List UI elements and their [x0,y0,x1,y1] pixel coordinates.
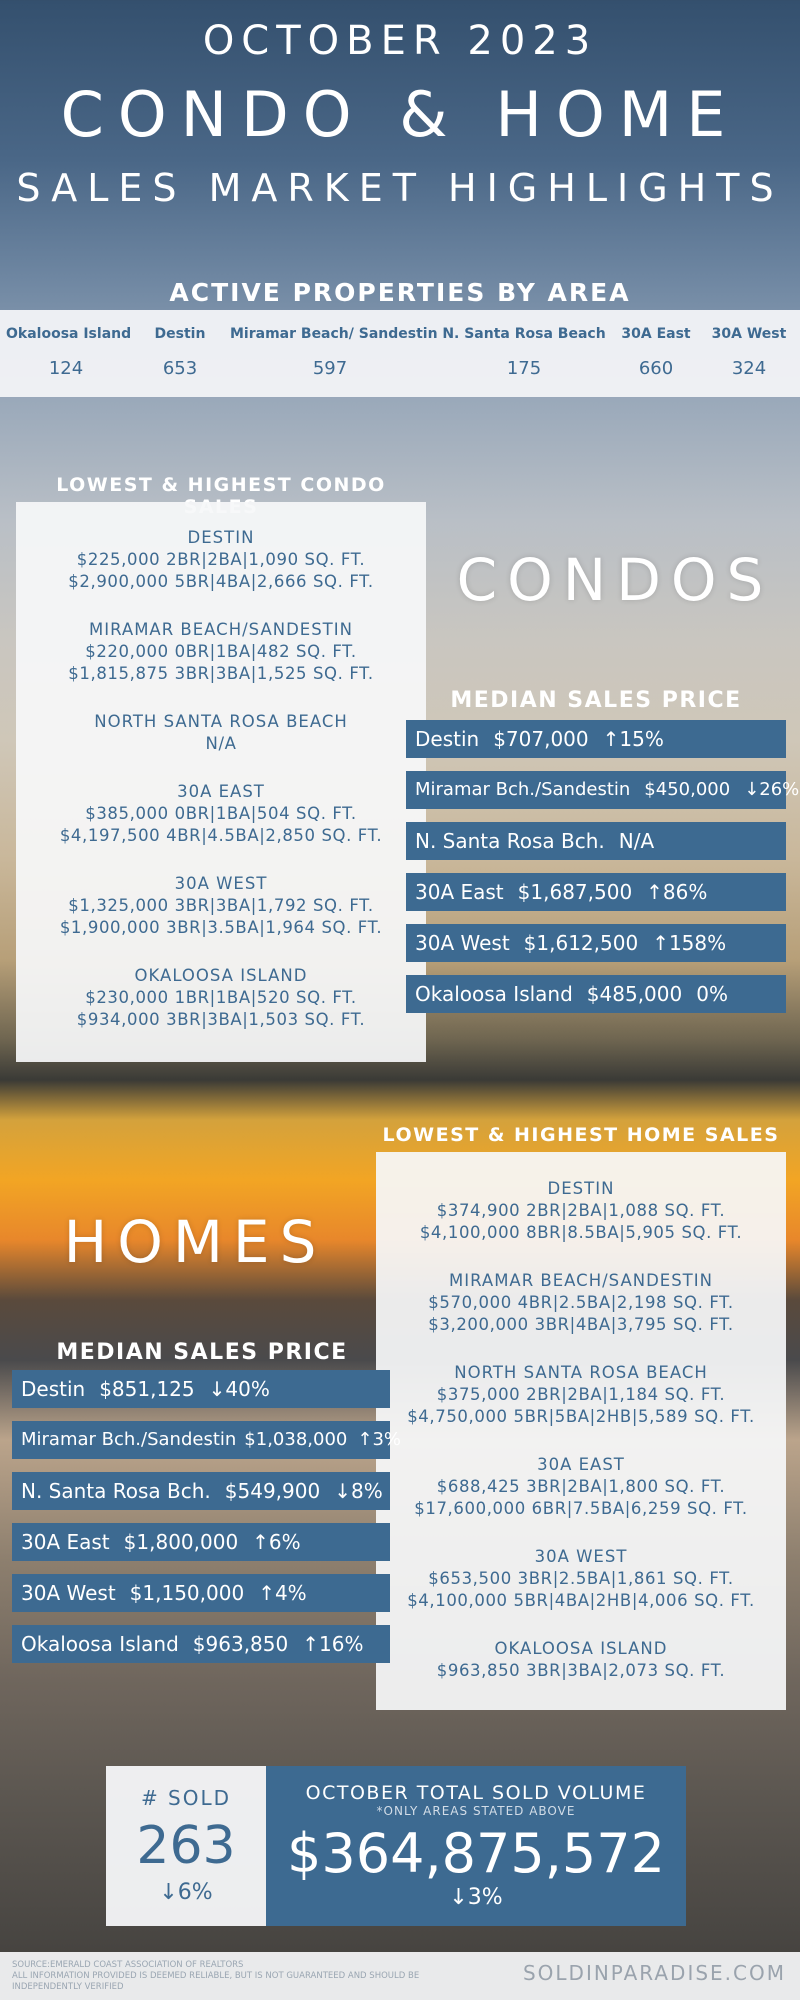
median-price: $450,000 [644,779,731,800]
sale-low: $225,000 2BR|2BA|1,090 SQ. FT. [76,550,366,569]
median-area: 30A East [415,880,504,904]
median-area: Destin [21,1377,86,1401]
median-price: $485,000 [586,982,683,1006]
homes-label: HOMES [63,1208,327,1276]
active-area-30a-east [616,326,696,379]
sale-low: $220,000 0BR|1BA|482 SQ. FT. [85,642,357,661]
condo-median-30a-east [406,873,786,911]
sale-area-name: MIRAMAR BEACH/SANDESTIN [89,620,353,639]
sale-high: $2,900,000 5BR|4BA|2,666 SQ. FT. [68,572,374,591]
median-price: $851,125 [99,1377,195,1401]
sold-count-label: # SOLD [140,1786,232,1810]
median-area: N. Santa Rosa Bch. [21,1479,211,1503]
condo-sales-heading: LOWEST & HIGHEST CONDO [56,474,386,496]
sale-high: $4,750,000 5BR|5BA|2HB|5,589 SQ. FT. [407,1407,755,1426]
home-sale-destin [376,1178,786,1244]
sale-area-name: OKALOOSA ISLAND [494,1639,668,1658]
median-change: ↓40% [208,1377,270,1401]
home-sales-panel [376,1152,786,1710]
sale-area-name: MIRAMAR BEACH/SANDESTIN [449,1271,713,1290]
median-area: N. Santa Rosa Bch. [415,829,605,853]
median-area: 30A West [415,931,510,955]
condo-sales-panel [16,502,426,1062]
sold-volume-box [266,1766,686,1926]
area-name: Okaloosa Island [6,326,132,342]
median-change: ↓8% [334,1479,383,1503]
sale-high: $4,100,000 5BR|4BA|2HB|4,006 SQ. FT. [407,1591,755,1610]
median-change: ↑86% [646,880,708,904]
sale-high: $4,100,000 8BR|8.5BA|5,905 SQ. FT. [419,1223,743,1242]
home-median-nsrb [12,1472,390,1510]
home-sale-okaloosa [376,1638,786,1682]
active-properties-heading: ACTIVE PROPERTIES BY AREA [169,278,631,307]
condo-median-okaloosa [406,975,786,1013]
home-sale-30a-west [376,1546,786,1612]
area-count: 324 [731,358,767,379]
website-link[interactable]: SOLDINPARADISE.COM [522,1961,786,1985]
sale-area-name: DESTIN [187,528,255,547]
median-area: Okaloosa Island [21,1632,179,1656]
home-median-okaloosa [12,1625,390,1663]
condo-sale-okaloosa [16,965,426,1031]
sale-high: $17,600,000 6BR|7.5BA|6,259 SQ. FT. [414,1499,748,1518]
sale-high: $934,000 3BR|3BA|1,503 SQ. FT. [76,1010,366,1029]
median-area: Okaloosa Island [415,982,573,1006]
footer [0,1952,800,2000]
area-count: 124 [48,358,84,379]
area-name: 30A West [711,326,787,342]
active-area-miramar [230,326,438,379]
median-area: Miramar Bch./Sandestin [21,1429,237,1450]
median-area: Miramar Bch./Sandestin [415,779,631,800]
median-price: $549,900 [224,1479,321,1503]
home-sales-heading: LOWEST & HIGHEST HOME SALES [382,1124,780,1146]
condo-sale-30a-west [16,873,426,939]
area-count: 597 [312,358,348,379]
condo-sale-miramar [16,619,426,685]
page-subtitle: SALES MARKET HIGHLIGHTS [16,166,784,210]
median-change: ↑3% [357,1429,401,1450]
area-count: 653 [162,358,198,379]
sale-low: $1,325,000 3BR|3BA|1,792 SQ. FT. [68,896,374,915]
condo-median-destin [406,720,786,758]
sale-low: $653,500 3BR|2.5BA|1,861 SQ. FT. [428,1569,734,1588]
home-median-30a-east [12,1523,390,1561]
active-area-okaloosa [6,326,132,379]
median-price: N/A [618,829,655,853]
sold-volume-value: $364,875,572 [287,1822,665,1885]
active-area-destin [140,326,220,379]
sale-area-name: OKALOOSA ISLAND [134,966,308,985]
condo-median-miramar [406,771,800,809]
sale-area-name: 30A EAST [537,1455,625,1474]
median-change: ↑15% [602,727,664,751]
source-text [12,1960,452,1993]
area-name: N. Santa Rosa Beach [442,326,606,342]
sale-area-name: 30A WEST [534,1547,628,1566]
source-line: SOURCE:EMERALD COAST ASSOCIATION OF REALTORS [12,1960,244,1970]
sale-na: N/A [205,734,237,753]
condo-sale-destin [16,527,426,593]
condo-sale-30a-east [16,781,426,847]
disclaimer-line: ALL INFORMATION PROVIDED IS DEEMED RELIABLE, BUT IS NOT GUARANTEED AND SHOULD BE INDEPENDENTLY VERIFIED [12,1971,420,1992]
median-change: ↑4% [258,1581,307,1605]
home-median-miramar [12,1421,401,1459]
sale-low: $375,000 2BR|2BA|1,184 SQ. FT. [436,1385,726,1404]
median-price: $963,850 [192,1632,289,1656]
sale-area-name: 30A WEST [174,874,268,893]
sold-volume-note: *ONLY AREAS STATED ABOVE [376,1804,576,1818]
sale-only: $963,850 3BR|3BA|2,073 SQ. FT. [436,1661,726,1680]
sale-area-name: NORTH SANTA ROSA BEACH [94,712,348,731]
condos-label: CONDOS [456,546,774,614]
condo-median-heading: MEDIAN SALES PRICE [450,688,742,713]
median-price: $1,800,000 [123,1530,239,1554]
median-price: $1,150,000 [129,1581,245,1605]
page-title: CONDO & HOME [60,78,740,151]
sold-count-value: 263 [136,1816,236,1876]
sale-area-name: 30A EAST [177,782,265,801]
condo-median-30a-west [406,924,786,962]
sale-low: $688,425 3BR|2BA|1,800 SQ. FT. [436,1477,726,1496]
sale-low: $374,900 2BR|2BA|1,088 SQ. FT. [436,1201,726,1220]
median-change: ↑16% [302,1632,364,1656]
active-properties-band [0,310,800,397]
area-name: Destin [154,326,206,342]
median-area: 30A West [21,1581,116,1605]
home-sale-nsrb [376,1362,786,1428]
sale-low: $230,000 1BR|1BA|520 SQ. FT. [85,988,357,1007]
area-name: 30A East [621,326,691,342]
sale-high: $3,200,000 3BR|4BA|3,795 SQ. FT. [428,1315,734,1334]
report-month: OCTOBER 2023 [202,18,598,64]
sold-volume-label: OCTOBER TOTAL SOLD VOLUME [305,1782,647,1804]
condo-sale-nsrb [16,711,426,755]
area-name: Miramar Beach/ Sandestin [230,326,438,342]
home-median-destin [12,1370,390,1408]
median-change: ↑158% [652,931,727,955]
sale-area-name: DESTIN [547,1179,615,1198]
median-price: $1,038,000 [244,1429,348,1450]
sale-low: $570,000 4BR|2.5BA|2,198 SQ. FT. [428,1293,734,1312]
home-median-30a-west [12,1574,390,1612]
sale-high: $4,197,500 4BR|4.5BA|2,850 SQ. FT. [59,826,383,845]
area-count: 175 [506,358,542,379]
sale-high: $1,815,875 3BR|3BA|1,525 SQ. FT. [68,664,374,683]
condo-median-nsrb [406,822,786,860]
median-area: 30A East [21,1530,110,1554]
median-change: ↑6% [252,1530,301,1554]
sale-low: $385,000 0BR|1BA|504 SQ. FT. [85,804,357,823]
median-price: $1,687,500 [517,880,633,904]
home-sale-30a-east [376,1454,786,1520]
home-sale-miramar [376,1270,786,1336]
sale-high: $1,900,000 3BR|3.5BA|1,964 SQ. FT. [59,918,383,937]
active-area-30a-west [704,326,794,379]
sold-count-box [106,1766,266,1926]
median-price: $707,000 [493,727,589,751]
active-area-nsrb [440,326,608,379]
median-change: ↓26% [744,779,800,800]
home-median-heading: MEDIAN SALES PRICE [56,1340,348,1365]
sale-area-name: NORTH SANTA ROSA BEACH [454,1363,708,1382]
sold-count-change: ↓6% [159,1880,213,1905]
area-count: 660 [638,358,674,379]
median-price: $1,612,500 [523,931,639,955]
median-change: 0% [696,982,728,1006]
median-area: Destin [415,727,480,751]
sold-volume-change: ↓3% [449,1885,503,1910]
